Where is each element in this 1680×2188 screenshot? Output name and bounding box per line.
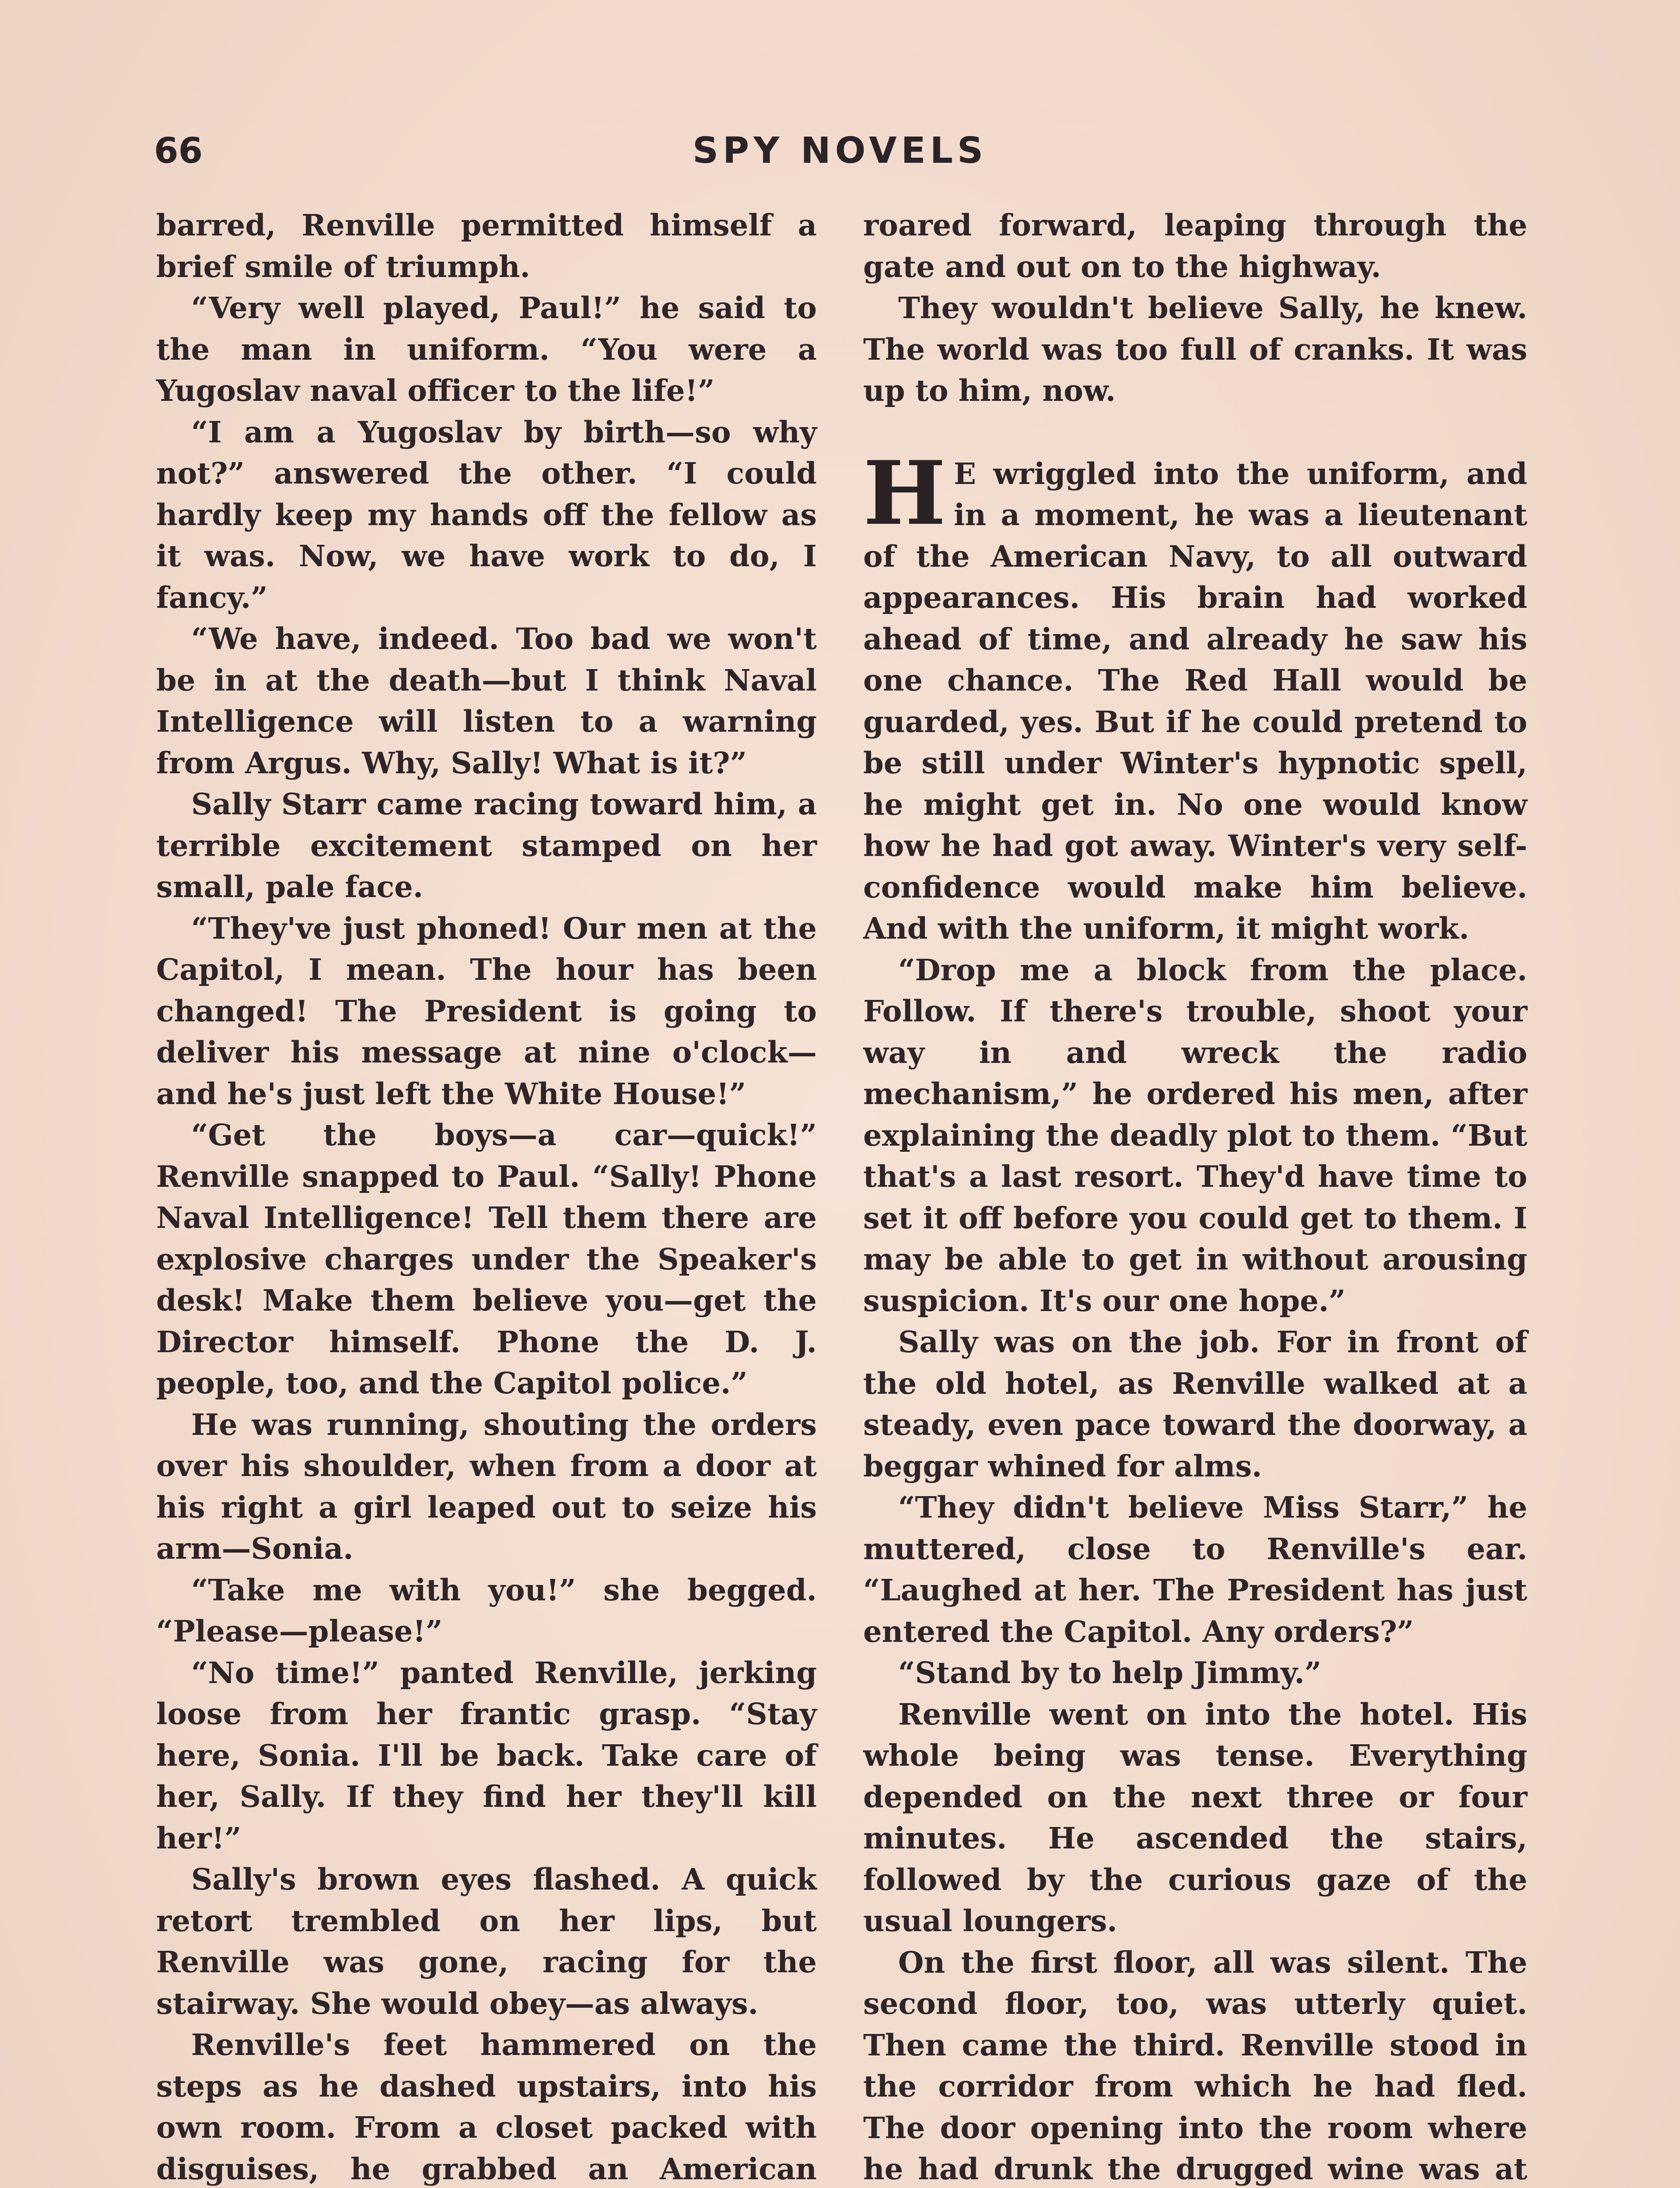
paragraph: “Stand by to help Jimmy.” [898,1655,1322,1690]
section-break [863,412,1527,453]
paragraph: “Very well played, Paul!” he said to the man in uniform. “You were a Yugoslav naval officer to the life!” [156,291,817,408]
paragraph: Sally was on the job. For in front of the old hotel, as Renville walked at a steady, even pace toward the doorway, a beggar whined for alms. [863,1325,1527,1483]
paragraph: Sally's brown eyes flashed. A quick retort trembled on her lips, but Renville was gone, racing for the stairway. She would obey—as always. [156,1862,817,2021]
paragraph: roared forward, leaping through the gate and out on to the highway. [863,208,1527,284]
paragraph: barred, Renville permitted himself a brief smile of triumph. [156,208,817,284]
paragraph: Sally Starr came racing toward him, a terrible excitement stamped on her small, pale face. [156,787,817,904]
paragraph: “No time!” panted Renville, jerking loose from her frantic grasp. “Stay here, Sonia. I'll be back. Take care of her, Sally. If they find her they'll kill her!” [156,1655,817,1855]
drop-cap: H [863,442,946,545]
paragraph: Renville's feet hammered on the steps as he dashed upstairs, into his own room. From a closet packed with disguises, he grabbed an American [156,2027,817,2186]
page-header [154,127,1526,175]
drop-cap-paragraph [863,442,1527,950]
left-column [156,205,817,2188]
paragraph: “They've just phoned! Our men at the Capitol, I mean. The hour has been changed! The President is going to deliver his message at nine o'clock—and he's just left the White House!” [156,911,817,1111]
magazine-title: SPY NOVELS [693,130,987,172]
paragraph: “Take me with you!” she begged. “Please—please!” [156,1572,817,1648]
paragraph: On the first floor, all was silent. The second floor, too, was utterly quiet. Then came the third. Renville stood in the corridor from which he had fled. The door opening into the room where he had drunk the drugged wine was at [863,1945,1527,2186]
paragraph: “Drop me a block from the place. Follow. If there's trouble, shoot your way in and wreck the radio mechanism,” he ordered his men, after explaining the deadly plot to them. “But that's a last resort. They'd have time to set it off before you could get to them. I may be able to get in without arousing suspicion. It's our one hope.” [863,952,1527,1318]
paragraph: E wriggled into the uniform, and in a moment, he was a lieutenant of the American Navy, to all outward appearances. His brain had worked ahead of time, and already he saw his one chance. The Red Hall would be guarded, yes. But if he could pretend to be still under Winter's hypnotic spell, he might get in. No one would know how he had got away. Winter's very self-confidence would make him believe. And with the uniform, it might work. [863,456,1527,946]
right-column [863,205,1527,2188]
paragraph: “They didn't believe Miss Starr,” he muttered, close to Renville's ear. “Laughed at her. The President has just entered the Capitol. Any orders?” [863,1490,1527,1649]
paragraph: “We have, indeed. Too bad we won't be in at the death—but I think Naval Intelligence will listen to a warning from Argus. Why, Sally! What is it?” [156,621,817,780]
paragraph: Renville went on into the hotel. His whole being was tense. Everything depended on the next three or four minutes. He ascended the stairs, followed by the curious gaze of the usual loungers. [863,1697,1527,1938]
page-number: 66 [154,130,203,171]
paragraph: He was running, shouting the orders over his shoulder, when from a door at his right a girl leaped out to seize his arm—Sonia. [156,1407,817,1566]
paragraph: They wouldn't believe Sally, he knew. The world was too full of cranks. It was up to him, now. [863,291,1527,408]
paragraph: “Get the boys—a car—quick!” Renville snapped to Paul. “Sally! Phone Naval Intelligence! Tell them there are explosive charges under the Speaker's desk! Make them believe you—get the Director himself. Phone the D. J. people, too, and the Capitol police.” [156,1118,817,1400]
paragraph: “I am a Yugoslav by birth—so why not?” answered the other. “I could hardly keep my hands off the fellow as it was. Now, we have work to do, I fancy.” [156,414,817,615]
